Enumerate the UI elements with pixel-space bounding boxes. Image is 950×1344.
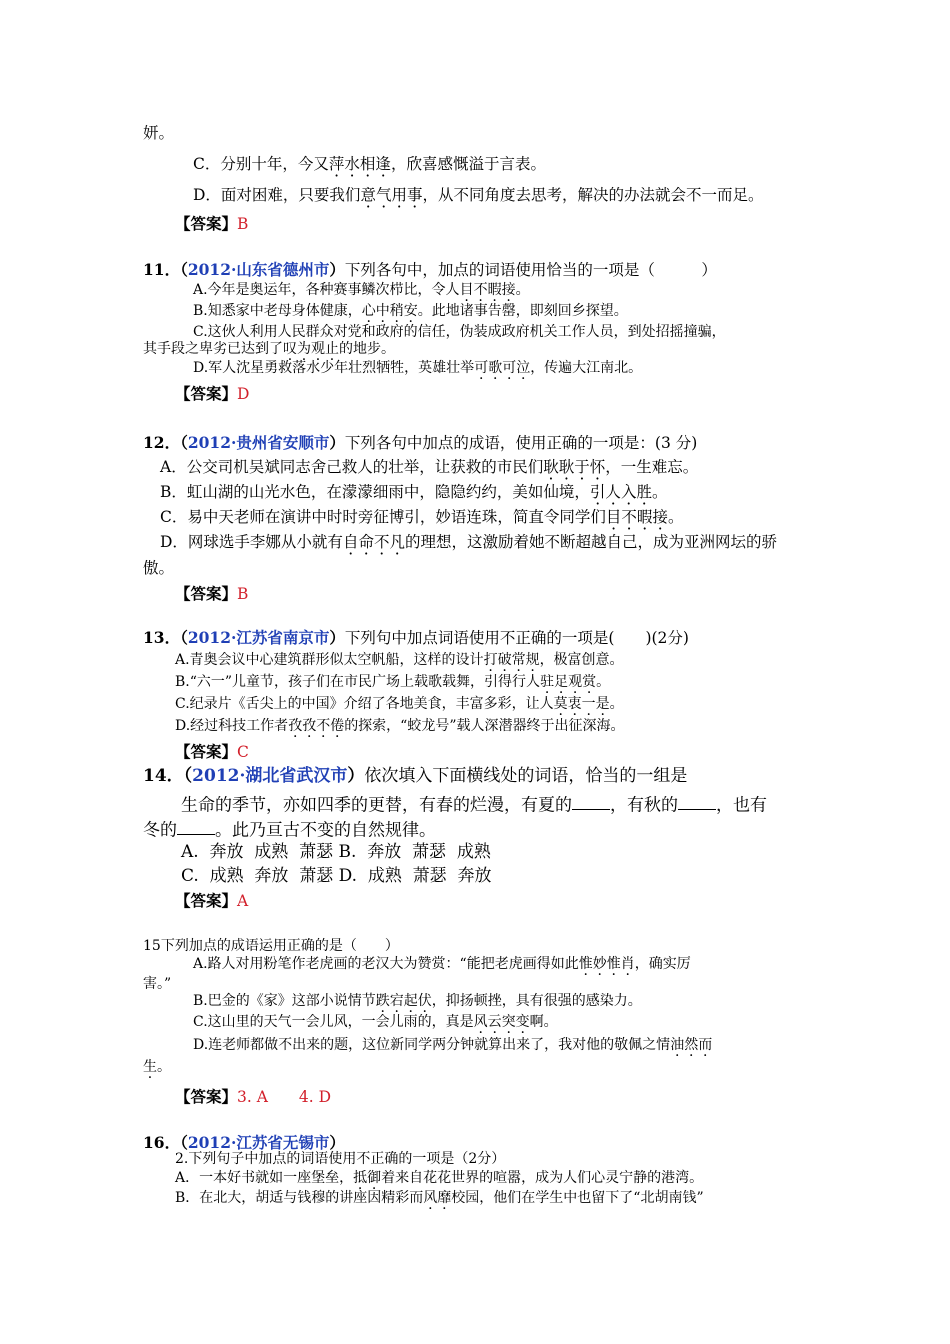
- emphasis-char: 耿: [558, 458, 575, 476]
- emphasis-char: 妙: [592, 956, 607, 972]
- emphasis-char: 可: [502, 360, 517, 376]
- emphasis-char: 不: [373, 533, 390, 551]
- emphasis-char: 止: [325, 341, 339, 357]
- emphasis-char: 引: [589, 483, 606, 501]
- emphasis-char: 不: [621, 508, 637, 526]
- emphasis-char: 事: [406, 186, 423, 204]
- dotted-term: [283, 341, 339, 357]
- dotted-term: [329, 155, 391, 173]
- q11-option-b: B.知悉家中老母身体健康，心中稍安。此地诸事告罄，即刻回乡探望。: [193, 303, 628, 319]
- q12-answer: 【答案】B: [175, 584, 249, 603]
- q16-option-b: B．在北大，胡适与钱穆的讲座因精彩而风靡校园，他们在学生中也留下了“北胡南钱”: [175, 1190, 704, 1206]
- emphasis-char: 命: [358, 533, 374, 551]
- emphasis-char: 暇: [636, 508, 653, 526]
- q11-option-d: D.军人沈星勇救落水少年壮烈牺牲，英雄壮举可歌可泣，传遍大江南北。: [193, 360, 643, 376]
- emphasis-char: 御: [367, 1170, 382, 1186]
- emphasis-char: 驻: [540, 674, 555, 690]
- emphasis-char: 常: [511, 652, 526, 668]
- emphasis-char: 风: [473, 1014, 488, 1030]
- dotted-term: [474, 1014, 530, 1030]
- emphasis-char: 目: [605, 508, 622, 526]
- q15-stem: 15下列加点的成语运用正确的是（ ）: [143, 938, 399, 954]
- q12-option-c: C．易中天老师在演讲中时时旁征博引，妙语连珠，简直令同学们目不暇接。: [160, 508, 684, 526]
- q12-stem: 12．（2012·贵州省安顺市）下列各句中加点的成语，使用正确的一项是：(3 分): [143, 433, 698, 452]
- emphasis-char: 云: [487, 1014, 502, 1030]
- q15-option-b: B.巴金的《家》这部小说情节跌宕起伏，抑扬顿挫，具有很强的感染力。: [193, 993, 642, 1009]
- q14-options-cd: C. 成熟 奔放 萧瑟 D. 成熟 萧瑟 奔放: [181, 866, 492, 886]
- emphasis-char: 惟: [606, 956, 621, 972]
- emphasis-char: 歌: [488, 360, 503, 376]
- emphasis-char: 孜: [288, 718, 303, 734]
- dotted-term: [143, 1059, 157, 1075]
- emphasis-char: 胜: [636, 483, 652, 501]
- emphasis-char: 生: [143, 1059, 157, 1075]
- dotted-term: [590, 483, 652, 501]
- emphasis-char: 意: [360, 186, 376, 204]
- q16-subquestion: 2.下列句子中加点的词语使用不正确的一项是（2分）: [175, 1151, 506, 1167]
- emphasis-char: 稍: [389, 303, 404, 319]
- fill-blank: [572, 794, 610, 810]
- emphasis-char: 靡: [437, 1190, 452, 1206]
- emphasis-char: 衷: [567, 696, 582, 712]
- emphasis-char: 然: [684, 1037, 699, 1053]
- q15-answer: 【答案】3. A 4. D: [175, 1087, 332, 1106]
- emphasis-char: 接: [501, 282, 516, 298]
- q15-option-d: D.连老师都做不出来的题，这位新同学两分钟就算出来了，我对他的敬佩之情油然而: [193, 1037, 713, 1053]
- dotted-term: [540, 674, 596, 690]
- emphasis-char: 中: [375, 303, 390, 319]
- dotted-term: [474, 360, 530, 376]
- emphasis-char: 为: [297, 341, 311, 357]
- dotted-term: [360, 186, 422, 204]
- dotted-term: [423, 1190, 451, 1206]
- q13-stem: 13．（2012·江苏省南京市）下列句中加点词语使用不正确的一项是( )(2分): [143, 628, 689, 647]
- emphasis-char: 于: [574, 458, 590, 476]
- q13-option-a: A.青奥会议中心建筑群形似太空帆船，这样的设计打破常规，极富创意。: [175, 652, 624, 668]
- q10-continuation: 妍。: [143, 124, 175, 142]
- emphasis-char: 破: [497, 652, 512, 668]
- q16-option-a: A．一本好书就如一座堡垒，抵御着来自花花世界的喧嚣，成为人们心灵宁静的港湾。: [175, 1170, 704, 1186]
- emphasis-char: 相: [359, 155, 376, 173]
- q14-stem: 14．（2012·湖北省武汉市）依次填入下面横线处的词语，恰当的一组是: [143, 766, 688, 786]
- dotted-term: [670, 1037, 712, 1053]
- emphasis-char: 接: [652, 508, 668, 526]
- emphasis-char: 泣: [516, 360, 531, 376]
- q12-option-a: A．公交司机吴斌同志舍己救人的壮举，让获救的市民们耿耿于怀，一生难忘。: [160, 458, 699, 476]
- dotted-term: [543, 458, 605, 476]
- q11-stem: 11．（2012·山东省德州市）下列各句中，加点的词语使用恰当的一项是（ ）: [143, 260, 717, 279]
- dotted-term: [484, 652, 540, 668]
- emphasis-char: 是: [595, 696, 610, 712]
- emphasis-char: 观: [568, 674, 583, 690]
- q14-answer: 【答案】A: [175, 891, 249, 910]
- emphasis-char: 变: [515, 1014, 530, 1030]
- q13-option-d: D.经过科技工作者孜孜不倦的探索，“蛟龙号”载人深潜器终于出征深海。: [175, 718, 625, 734]
- q14-passage-line2: 冬的 。此乃亘古不变的自然规律。: [143, 820, 436, 841]
- emphasis-char: 一: [581, 696, 596, 712]
- emphasis-char: 而: [698, 1037, 713, 1053]
- dotted-term: [579, 956, 635, 972]
- q13-option-b: B.“六一”儿童节，孩子们在市民广场上载歌载舞，引得行人驻足观赏。: [175, 674, 611, 690]
- emphasis-char: 伏: [417, 993, 432, 1009]
- dotted-term: [362, 303, 418, 319]
- q12-option-b: B．虹山湖的山光水色，在濛濛细雨中，隐隐约约，美如仙境，引人入胜。: [160, 483, 668, 501]
- emphasis-char: 可: [474, 360, 489, 376]
- q10-option-d: D．面对困难，只要我们意气用事，从不同角度去思考，解决的办法就会不一而足。: [193, 186, 764, 204]
- emphasis-char: 暇: [487, 282, 502, 298]
- emphasis-char: 入: [620, 483, 637, 501]
- emphasis-char: 叹: [283, 341, 297, 357]
- q11-option-a: A.今年是奥运年，各种赛事鳞次栉比，令人目不暇接。: [193, 282, 530, 298]
- emphasis-char: 油: [670, 1037, 685, 1053]
- emphasis-char: 心: [361, 303, 376, 319]
- emphasis-char: 赏: [582, 674, 597, 690]
- q15-option-d-cont: 生。: [143, 1059, 171, 1075]
- fill-blank: [177, 819, 215, 835]
- q15-option-a: A.路人对用粉笔作老虎画的老汉大为赞赏：“能把老虎画得如此惟妙惟肖，确实厉: [193, 956, 691, 972]
- emphasis-char: 凡: [389, 533, 405, 551]
- q11-option-c-cont: 其手段之卑劣已达到了叹为观止的地步。: [143, 341, 395, 357]
- dotted-term: [606, 508, 668, 526]
- emphasis-char: 目: [459, 282, 474, 298]
- emphasis-char: 孜: [302, 718, 317, 734]
- emphasis-char: 用: [391, 186, 407, 204]
- emphasis-char: 倦: [330, 718, 345, 734]
- emphasis-char: 肖: [620, 956, 635, 972]
- emphasis-char: 起: [403, 993, 418, 1009]
- emphasis-char: 怀: [589, 458, 606, 476]
- emphasis-char: 水: [344, 155, 360, 173]
- emphasis-char: 耿: [543, 458, 559, 476]
- dotted-term: [376, 993, 432, 1009]
- emphasis-char: 风: [423, 1190, 438, 1206]
- emphasis-char: 莫: [553, 696, 568, 712]
- q11-answer: 【答案】D: [175, 384, 250, 403]
- emphasis-char: 气: [375, 186, 392, 204]
- q10-answer: 【答案】B: [175, 214, 249, 233]
- q16-stem: 16．（2012·江苏省无锡市）: [143, 1133, 345, 1152]
- emphasis-char: 安: [403, 303, 418, 319]
- emphasis-char: 突: [501, 1014, 516, 1030]
- emphasis-char: 足: [554, 674, 569, 690]
- fill-blank: [678, 794, 716, 810]
- emphasis-char: 打: [483, 652, 498, 668]
- q13-option-c: C.纪录片《舌尖上的中国》介绍了各地美食，丰富多彩，让人莫衷一是。: [175, 696, 624, 712]
- emphasis-char: 人: [605, 483, 621, 501]
- emphasis-char: 不: [473, 282, 488, 298]
- emphasis-char: 观: [311, 341, 325, 357]
- q12-option-d: D．网球选手李娜从小就有自命不凡的理想，这激励着她不断超越自己，成为亚洲网坛的骄: [160, 533, 778, 551]
- dotted-term: [460, 282, 516, 298]
- emphasis-char: 抵: [353, 1170, 368, 1186]
- dotted-term: [554, 696, 610, 712]
- emphasis-char: 逢: [375, 155, 391, 173]
- q10-option-c: C．分别十年，今又萍水相逢，欣喜感慨溢于言表。: [193, 155, 546, 173]
- emphasis-char: 跌: [375, 993, 390, 1009]
- emphasis-char: 萍: [328, 155, 345, 173]
- q12-option-d-cont: 傲。: [143, 559, 175, 577]
- q15-option-c: C.这山里的天气一会儿风，一会儿雨的，真是风云突变啊。: [193, 1014, 558, 1030]
- q13-answer: 【答案】C: [175, 742, 249, 761]
- q14-options-ab: A. 奔放 成熟 萧瑟 B. 奔放 萧瑟 成熟: [181, 842, 491, 862]
- dotted-term: [353, 1170, 381, 1186]
- emphasis-char: 惟: [578, 956, 593, 972]
- emphasis-char: 自: [342, 533, 359, 551]
- dotted-term: [288, 718, 344, 734]
- emphasis-char: 不: [316, 718, 331, 734]
- emphasis-char: 规: [525, 652, 540, 668]
- emphasis-char: 宕: [389, 993, 404, 1009]
- q14-passage-line1: 生命的季节，亦如四季的更替，有春的烂漫，有夏的 ，有秋的 ，也有: [181, 795, 767, 816]
- q15-option-a-cont: 害。”: [143, 976, 172, 992]
- dotted-term: [343, 533, 405, 551]
- q11-option-c: C.这伙人利用人民群众对党和政府的信任，伪装成政府机关工作人员，到处招摇撞骗，: [193, 324, 726, 340]
